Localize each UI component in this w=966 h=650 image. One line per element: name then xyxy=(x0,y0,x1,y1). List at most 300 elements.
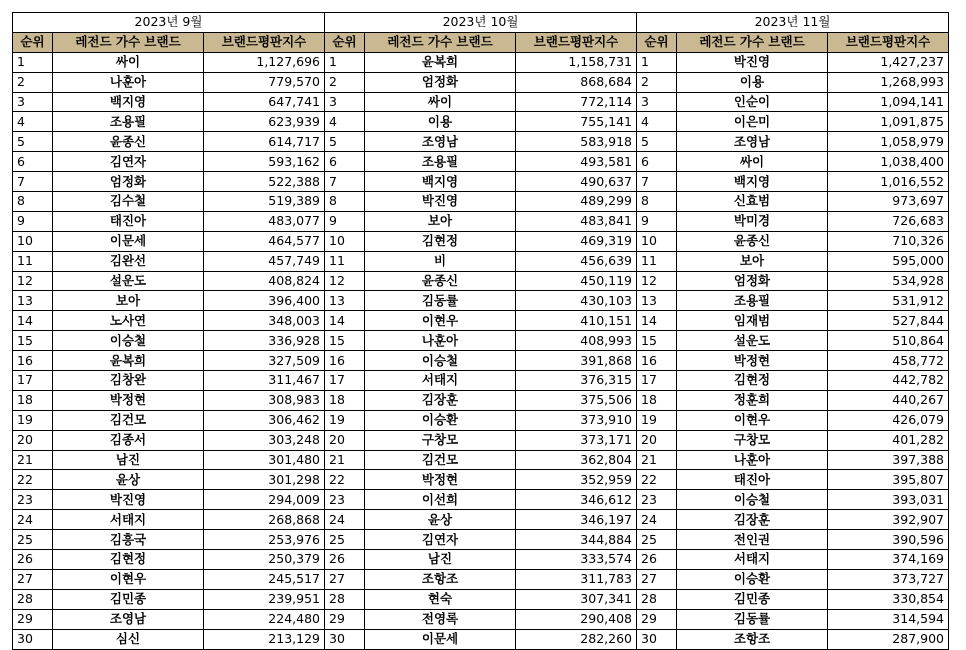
score-cell: 772,114 xyxy=(516,92,637,112)
score-cell: 464,577 xyxy=(204,231,325,251)
rank-cell: 5 xyxy=(325,132,365,152)
table-row xyxy=(325,589,637,609)
score-cell: 390,596 xyxy=(828,530,949,550)
score-cell: 250,379 xyxy=(204,550,325,570)
rank-header: 순위 xyxy=(325,32,365,52)
rank-cell: 20 xyxy=(325,430,365,450)
artist-name-cell: 김현정 xyxy=(365,231,516,251)
rank-cell: 14 xyxy=(637,311,677,331)
score-cell: 755,141 xyxy=(516,112,637,132)
score-cell: 647,741 xyxy=(204,92,325,112)
table-row xyxy=(637,490,949,510)
table-row xyxy=(637,291,949,311)
table-row xyxy=(637,589,949,609)
score-cell: 410,151 xyxy=(516,311,637,331)
table-row xyxy=(325,609,637,629)
artist-name-cell: 이은미 xyxy=(677,112,828,132)
score-cell: 336,928 xyxy=(204,331,325,351)
name-header: 레전드 가수 브랜드 xyxy=(53,32,204,52)
name-header: 레전드 가수 브랜드 xyxy=(365,32,516,52)
score-cell: 531,912 xyxy=(828,291,949,311)
artist-name-cell: 신효범 xyxy=(677,192,828,212)
artist-name-cell: 윤복희 xyxy=(53,351,204,371)
rank-cell: 26 xyxy=(637,550,677,570)
table-row xyxy=(325,331,637,351)
score-cell: 483,077 xyxy=(204,211,325,231)
artist-name-cell: 현숙 xyxy=(365,589,516,609)
score-cell: 440,267 xyxy=(828,390,949,410)
rank-cell: 3 xyxy=(637,92,677,112)
table-row xyxy=(637,192,949,212)
score-cell: 393,031 xyxy=(828,490,949,510)
score-cell: 239,951 xyxy=(204,589,325,609)
table-row xyxy=(13,112,325,132)
score-cell: 392,907 xyxy=(828,510,949,530)
table-row xyxy=(13,371,325,391)
artist-name-cell: 정훈희 xyxy=(677,390,828,410)
rank-cell: 23 xyxy=(13,490,53,510)
score-cell: 397,388 xyxy=(828,450,949,470)
score-cell: 450,119 xyxy=(516,271,637,291)
score-cell: 973,697 xyxy=(828,192,949,212)
table-row xyxy=(637,52,949,72)
rank-cell: 27 xyxy=(325,569,365,589)
artist-name-cell: 윤종신 xyxy=(365,271,516,291)
table-row xyxy=(637,231,949,251)
score-cell: 401,282 xyxy=(828,430,949,450)
artist-name-cell: 김건모 xyxy=(53,410,204,430)
artist-name-cell: 박정현 xyxy=(53,390,204,410)
score-cell: 426,079 xyxy=(828,410,949,430)
table-row xyxy=(13,152,325,172)
table-row xyxy=(325,112,637,132)
rank-cell: 11 xyxy=(13,251,53,271)
artist-name-cell: 박진영 xyxy=(53,490,204,510)
score-cell: 457,749 xyxy=(204,251,325,271)
rank-cell: 14 xyxy=(13,311,53,331)
table-row xyxy=(637,172,949,192)
table-row xyxy=(325,231,637,251)
artist-name-cell: 김장훈 xyxy=(677,510,828,530)
score-cell: 268,868 xyxy=(204,510,325,530)
rank-cell: 8 xyxy=(637,192,677,212)
table-row xyxy=(13,72,325,92)
artist-name-cell: 태진아 xyxy=(53,211,204,231)
artist-name-cell: 비 xyxy=(365,251,516,271)
score-cell: 290,408 xyxy=(516,609,637,629)
rank-cell: 11 xyxy=(637,251,677,271)
table-row xyxy=(325,152,637,172)
rank-cell: 25 xyxy=(325,530,365,550)
artist-name-cell: 윤종신 xyxy=(677,231,828,251)
artist-name-cell: 심신 xyxy=(53,629,204,649)
rank-cell: 27 xyxy=(13,569,53,589)
artist-name-cell: 서태지 xyxy=(677,550,828,570)
artist-name-cell: 김수철 xyxy=(53,192,204,212)
artist-name-cell: 박정현 xyxy=(677,351,828,371)
rank-cell: 6 xyxy=(325,152,365,172)
rank-cell: 12 xyxy=(637,271,677,291)
rank-cell: 18 xyxy=(325,390,365,410)
score-cell: 1,038,400 xyxy=(828,152,949,172)
rank-cell: 8 xyxy=(13,192,53,212)
artist-name-cell: 백지영 xyxy=(365,172,516,192)
artist-name-cell: 백지영 xyxy=(53,92,204,112)
rank-cell: 1 xyxy=(325,52,365,72)
rank-cell: 15 xyxy=(13,331,53,351)
rank-cell: 29 xyxy=(13,609,53,629)
score-cell: 726,683 xyxy=(828,211,949,231)
table-row xyxy=(13,609,325,629)
rank-cell: 6 xyxy=(13,152,53,172)
score-cell: 408,824 xyxy=(204,271,325,291)
rank-cell: 9 xyxy=(325,211,365,231)
table-row xyxy=(13,311,325,331)
artist-name-cell: 엄정화 xyxy=(53,172,204,192)
score-cell: 430,103 xyxy=(516,291,637,311)
score-cell: 391,868 xyxy=(516,351,637,371)
rank-cell: 11 xyxy=(325,251,365,271)
table-row xyxy=(637,450,949,470)
rank-cell: 19 xyxy=(13,410,53,430)
artist-name-cell: 김연자 xyxy=(53,152,204,172)
score-cell: 330,854 xyxy=(828,589,949,609)
artist-name-cell: 설운도 xyxy=(53,271,204,291)
table-row xyxy=(13,271,325,291)
table-row xyxy=(325,510,637,530)
table-row xyxy=(325,351,637,371)
table-row xyxy=(13,192,325,212)
rank-cell: 30 xyxy=(325,629,365,649)
rank-cell: 13 xyxy=(325,291,365,311)
table-row xyxy=(325,629,637,649)
month-table-0 xyxy=(12,12,325,650)
artist-name-cell: 이승철 xyxy=(365,351,516,371)
artist-name-cell: 나훈아 xyxy=(677,450,828,470)
table-row xyxy=(325,430,637,450)
artist-name-cell: 김완선 xyxy=(53,251,204,271)
table-row xyxy=(637,211,949,231)
rank-cell: 4 xyxy=(637,112,677,132)
artist-name-cell: 조영남 xyxy=(53,609,204,629)
score-cell: 396,400 xyxy=(204,291,325,311)
rank-cell: 29 xyxy=(325,609,365,629)
rank-cell: 24 xyxy=(13,510,53,530)
score-cell: 303,248 xyxy=(204,430,325,450)
table-row xyxy=(637,629,949,649)
score-cell: 213,129 xyxy=(204,629,325,649)
score-cell: 348,003 xyxy=(204,311,325,331)
score-cell: 373,727 xyxy=(828,569,949,589)
table-row xyxy=(13,172,325,192)
score-header: 브랜드평판지수 xyxy=(516,32,637,52)
artist-name-cell: 남진 xyxy=(53,450,204,470)
rank-cell: 28 xyxy=(637,589,677,609)
table-row xyxy=(637,331,949,351)
artist-name-cell: 조항조 xyxy=(365,569,516,589)
artist-name-cell: 전인권 xyxy=(677,530,828,550)
artist-name-cell: 이승철 xyxy=(53,331,204,351)
artist-name-cell: 보아 xyxy=(677,251,828,271)
month-title: 2023년 10월 xyxy=(325,13,637,33)
score-cell: 306,462 xyxy=(204,410,325,430)
table-row xyxy=(13,450,325,470)
table-row xyxy=(13,251,325,271)
artist-name-cell: 이현우 xyxy=(365,311,516,331)
artist-name-cell: 김흥국 xyxy=(53,530,204,550)
score-cell: 493,581 xyxy=(516,152,637,172)
artist-name-cell: 김동률 xyxy=(677,609,828,629)
table-row xyxy=(637,609,949,629)
artist-name-cell: 엄정화 xyxy=(677,271,828,291)
artist-name-cell: 김종서 xyxy=(53,430,204,450)
table-row xyxy=(637,410,949,430)
rank-cell: 10 xyxy=(13,231,53,251)
table-row xyxy=(325,311,637,331)
rank-cell: 22 xyxy=(13,470,53,490)
rank-cell: 21 xyxy=(637,450,677,470)
rank-cell: 18 xyxy=(13,390,53,410)
table-row xyxy=(13,92,325,112)
table-row xyxy=(13,569,325,589)
score-cell: 519,389 xyxy=(204,192,325,212)
artist-name-cell: 이현우 xyxy=(53,569,204,589)
table-row xyxy=(637,550,949,570)
artist-name-cell: 보아 xyxy=(365,211,516,231)
rank-cell: 1 xyxy=(637,52,677,72)
score-cell: 333,574 xyxy=(516,550,637,570)
table-row xyxy=(325,72,637,92)
rank-cell: 4 xyxy=(13,112,53,132)
artist-name-cell: 윤상 xyxy=(365,510,516,530)
artist-name-cell: 이문세 xyxy=(53,231,204,251)
table-row xyxy=(325,450,637,470)
table-row xyxy=(325,490,637,510)
score-cell: 522,388 xyxy=(204,172,325,192)
rank-cell: 19 xyxy=(325,410,365,430)
score-cell: 458,772 xyxy=(828,351,949,371)
artist-name-cell: 남진 xyxy=(365,550,516,570)
table-row xyxy=(325,52,637,72)
score-cell: 375,506 xyxy=(516,390,637,410)
rank-cell: 15 xyxy=(637,331,677,351)
rank-cell: 22 xyxy=(325,470,365,490)
table-row xyxy=(637,271,949,291)
score-cell: 1,094,141 xyxy=(828,92,949,112)
month-title: 2023년 11월 xyxy=(637,13,949,33)
rank-cell: 21 xyxy=(325,450,365,470)
month-table-2 xyxy=(636,12,949,650)
artist-name-cell: 박진영 xyxy=(677,52,828,72)
rank-header: 순위 xyxy=(637,32,677,52)
artist-name-cell: 김창완 xyxy=(53,371,204,391)
artist-name-cell: 윤상 xyxy=(53,470,204,490)
rank-cell: 6 xyxy=(637,152,677,172)
score-cell: 527,844 xyxy=(828,311,949,331)
rank-cell: 25 xyxy=(637,530,677,550)
rank-cell: 25 xyxy=(13,530,53,550)
artist-name-cell: 이용 xyxy=(677,72,828,92)
artist-name-cell: 김민종 xyxy=(677,589,828,609)
rank-cell: 24 xyxy=(325,510,365,530)
score-cell: 469,319 xyxy=(516,231,637,251)
rank-cell: 20 xyxy=(637,430,677,450)
artist-name-cell: 보아 xyxy=(53,291,204,311)
artist-name-cell: 싸이 xyxy=(677,152,828,172)
score-cell: 311,783 xyxy=(516,569,637,589)
rank-cell: 21 xyxy=(13,450,53,470)
table-row xyxy=(325,291,637,311)
artist-name-cell: 인순이 xyxy=(677,92,828,112)
table-row xyxy=(637,470,949,490)
score-cell: 294,009 xyxy=(204,490,325,510)
table-row xyxy=(13,390,325,410)
table-row xyxy=(637,251,949,271)
table-row xyxy=(637,569,949,589)
rank-cell: 12 xyxy=(13,271,53,291)
rank-cell: 3 xyxy=(325,92,365,112)
rank-cell: 28 xyxy=(325,589,365,609)
table-row xyxy=(637,371,949,391)
artist-name-cell: 엄정화 xyxy=(365,72,516,92)
rank-cell: 24 xyxy=(637,510,677,530)
table-row xyxy=(637,72,949,92)
score-cell: 344,884 xyxy=(516,530,637,550)
rank-cell: 30 xyxy=(13,629,53,649)
score-cell: 314,594 xyxy=(828,609,949,629)
score-cell: 253,976 xyxy=(204,530,325,550)
ranking-tables xyxy=(12,12,949,650)
score-cell: 483,841 xyxy=(516,211,637,231)
score-cell: 308,983 xyxy=(204,390,325,410)
score-cell: 245,517 xyxy=(204,569,325,589)
table-row xyxy=(325,410,637,430)
rank-cell: 17 xyxy=(637,371,677,391)
rank-cell: 7 xyxy=(637,172,677,192)
table-row xyxy=(13,291,325,311)
rank-cell: 16 xyxy=(13,351,53,371)
artist-name-cell: 김건모 xyxy=(365,450,516,470)
table-row xyxy=(637,351,949,371)
rank-cell: 16 xyxy=(325,351,365,371)
rank-cell: 7 xyxy=(13,172,53,192)
artist-name-cell: 서태지 xyxy=(365,371,516,391)
table-row xyxy=(325,530,637,550)
score-cell: 1,427,237 xyxy=(828,52,949,72)
table-row xyxy=(325,251,637,271)
table-row xyxy=(637,132,949,152)
table-row xyxy=(325,132,637,152)
artist-name-cell: 김동률 xyxy=(365,291,516,311)
rank-cell: 27 xyxy=(637,569,677,589)
table-row xyxy=(13,132,325,152)
score-cell: 346,612 xyxy=(516,490,637,510)
table-row xyxy=(325,390,637,410)
rank-cell: 7 xyxy=(325,172,365,192)
table-row xyxy=(13,490,325,510)
artist-name-cell: 구창모 xyxy=(365,430,516,450)
rank-cell: 15 xyxy=(325,331,365,351)
artist-name-cell: 싸이 xyxy=(53,52,204,72)
table-row xyxy=(325,371,637,391)
score-cell: 301,298 xyxy=(204,470,325,490)
score-cell: 376,315 xyxy=(516,371,637,391)
table-row xyxy=(13,629,325,649)
table-row xyxy=(637,112,949,132)
rank-cell: 28 xyxy=(13,589,53,609)
artist-name-cell: 이현우 xyxy=(677,410,828,430)
rank-cell: 18 xyxy=(637,390,677,410)
score-cell: 710,326 xyxy=(828,231,949,251)
rank-cell: 4 xyxy=(325,112,365,132)
rank-cell: 13 xyxy=(13,291,53,311)
table-row xyxy=(637,510,949,530)
table-row xyxy=(637,92,949,112)
artist-name-cell: 백지영 xyxy=(677,172,828,192)
artist-name-cell: 이승철 xyxy=(677,490,828,510)
artist-name-cell: 윤복희 xyxy=(365,52,516,72)
artist-name-cell: 김장훈 xyxy=(365,390,516,410)
rank-cell: 5 xyxy=(637,132,677,152)
table-row xyxy=(13,550,325,570)
rank-cell: 1 xyxy=(13,52,53,72)
table-row xyxy=(325,550,637,570)
score-cell: 287,900 xyxy=(828,629,949,649)
score-cell: 868,684 xyxy=(516,72,637,92)
score-cell: 301,480 xyxy=(204,450,325,470)
score-cell: 282,260 xyxy=(516,629,637,649)
rank-cell: 10 xyxy=(637,231,677,251)
rank-cell: 9 xyxy=(637,211,677,231)
score-cell: 1,158,731 xyxy=(516,52,637,72)
score-cell: 1,016,552 xyxy=(828,172,949,192)
table-row xyxy=(13,530,325,550)
table-row xyxy=(13,470,325,490)
score-cell: 1,058,979 xyxy=(828,132,949,152)
table-row xyxy=(13,510,325,530)
rank-cell: 23 xyxy=(637,490,677,510)
artist-name-cell: 설운도 xyxy=(677,331,828,351)
rank-cell: 17 xyxy=(13,371,53,391)
artist-name-cell: 조항조 xyxy=(677,629,828,649)
rank-cell: 10 xyxy=(325,231,365,251)
artist-name-cell: 싸이 xyxy=(365,92,516,112)
artist-name-cell: 박정현 xyxy=(365,470,516,490)
table-row xyxy=(13,351,325,371)
artist-name-cell: 임재범 xyxy=(677,311,828,331)
rank-cell: 13 xyxy=(637,291,677,311)
score-cell: 595,000 xyxy=(828,251,949,271)
artist-name-cell: 이승환 xyxy=(677,569,828,589)
artist-name-cell: 김연자 xyxy=(365,530,516,550)
score-cell: 362,804 xyxy=(516,450,637,470)
rank-cell: 12 xyxy=(325,271,365,291)
table-row xyxy=(325,192,637,212)
artist-name-cell: 구창모 xyxy=(677,430,828,450)
table-row xyxy=(13,211,325,231)
table-row xyxy=(637,530,949,550)
rank-cell: 22 xyxy=(637,470,677,490)
score-cell: 614,717 xyxy=(204,132,325,152)
artist-name-cell: 나훈아 xyxy=(365,331,516,351)
rank-cell: 30 xyxy=(637,629,677,649)
table-row xyxy=(13,589,325,609)
rank-header: 순위 xyxy=(13,32,53,52)
rank-cell: 29 xyxy=(637,609,677,629)
rank-cell: 20 xyxy=(13,430,53,450)
table-row xyxy=(637,390,949,410)
artist-name-cell: 이선희 xyxy=(365,490,516,510)
